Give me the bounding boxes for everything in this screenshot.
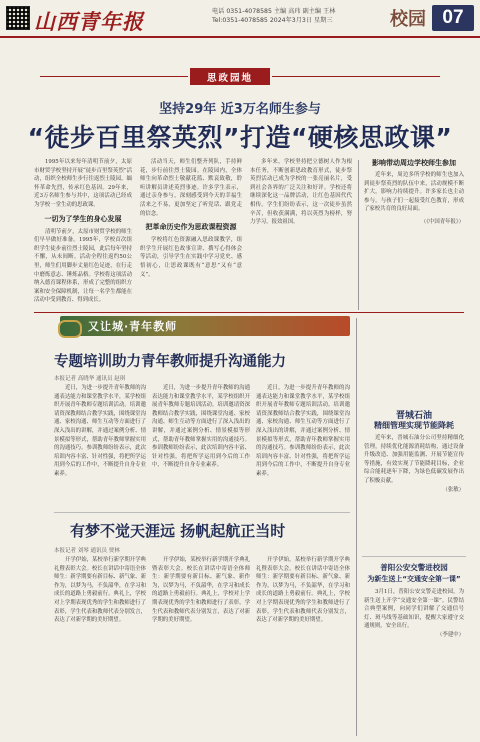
section-banner-title: 又让城·青年教师	[88, 320, 178, 333]
main-subhead-2: 把革命历史作为思政课程资源	[145, 223, 237, 232]
story3-text-3: 开学伊始，某校举行新学期开学典礼暨表彰大会。校长在讲话中寄语全体师生：新学期要有新目标、新气象、新作为，以梦为马，不负韶华，在学习和成长的道路上勇毅前行。典礼上，学校对上学期表现优秀的学生和教师进行了表彰，学生代表和教师代表分别发言，表达了对新学期的美好期望。	[256, 557, 350, 624]
side1-author: （张敏）	[442, 486, 464, 493]
header-info	[212, 7, 335, 25]
story3-text-1: 开学伊始，某校举行新学期开学典礼暨表彰大会。校长在讲话中寄语全体师生：新学期要有新目标、新气象、新作为，以梦为马，不负韶华，在学习和成长的道路上勇毅前行。典礼上，学校对上学期表现优秀的学生和教师进行了表彰，学生代表和教师代表分别发言，表达了对新学期的美好期望。	[54, 557, 146, 624]
section-divider	[34, 312, 464, 313]
main-kicker: 坚持29年 近3万名师生参与	[159, 102, 321, 117]
main-col4-para: 近年来，周边多所学校的师生也加入到徒步祭英烈的队伍中来，活动规模不断扩大，影响力持续提升。许多家长也主动参与，与孩子们一起接受红色教育，形成了家校共育的良好局面。	[364, 172, 464, 213]
masthead-logo: 山西青年报	[34, 9, 144, 34]
right-column-divider	[356, 318, 357, 736]
story2-text-1: 近日，为进一步提升青年教师的沟通表达能力和课堂教学水平，某学校组织开展青年教师专题培训活动。培训邀请资深教师结合教学实践，围绕课堂沟通、家校沟通、师生互动等方面进行了深入浅出的讲解，并通过案例分析、情景模拟等形式，帮助青年教师掌握实用的沟通技巧。参训教师纷纷表示，此次培训内容丰富、针对性强，将把所学运用到今后的工作中，不断提升自身专业素养。	[54, 385, 146, 477]
main-subhead-3: 影响带动周边学校师生参加	[372, 159, 456, 167]
story3-text-2: 开学伊始，某校举行新学期开学典礼暨表彰大会。校长在讲话中寄语全体师生：新学期要有新目标、新气象、新作为，以梦为马，不负韶华，在学习和成长的道路上勇毅前行。典礼上，学校对上学期表现优秀的学生和教师进行了表彰，学生代表和教师代表分别发言，表达了对新学期的美好期望。	[152, 557, 250, 624]
section-name: 校园	[390, 9, 426, 30]
story3-col-3	[256, 556, 350, 736]
side1-subtitle: 精细管理实现节能降耗	[374, 421, 454, 430]
banner-line-left	[40, 76, 188, 77]
main-col2-para: 活动当天，师生们整齐列队，手持鲜花，步行前往烈士陵园。在陵园内，全体师生向革命烈士敬献花篮、默哀致敬，聆听讲解员讲述英烈事迹。许多学生表示，通过亲身参与，深刻感受到今天的幸福生活来之不易，更加坚定了听党话、跟党走的信念。	[140, 159, 242, 217]
main-col-2	[140, 158, 242, 306]
story2-text-2: 近日，为进一步提升青年教师的沟通表达能力和课堂教学水平，某学校组织开展青年教师专题培训活动。培训邀请资深教师结合教学实践，围绕课堂沟通、家校沟通、师生互动等方面进行了深入浅出的讲解，并通过案例分析、情景模拟等形式，帮助青年教师掌握实用的沟通技巧。参训教师纷纷表示，此次培训内容丰富、针对性强，将把所学运用到今后的工作中，不断提升自身专业素养。	[152, 385, 250, 469]
main-col-4	[364, 158, 464, 308]
main-col3-para: 多年来，学校坚持把立德树人作为根本任务，不断创新思政教育形式，徒步祭英烈活动已成为学校的一张亮丽名片，受到社会各界的广泛关注和好评。学校还将继续深化这一品牌活动，让红色基因代代相传。学生们纷纷表示，这一次徒步虽然辛苦，但收获满满，将以英烈为榜样，努力学习，报效祖国。	[250, 159, 352, 226]
banner-line-right	[272, 76, 440, 77]
main-subhead-1: 一切为了学生的身心发展	[44, 214, 122, 223]
side2-author: （李建中）	[437, 631, 464, 638]
side2-title: 普阳公安交警进校园	[380, 563, 448, 572]
story2-byline: 本报记者 高晓华 通讯员 赵琪	[54, 376, 126, 382]
story-divider	[54, 512, 350, 513]
header-info-line2: Tel:0351-4078585 2024年3月3日 星期三	[212, 17, 333, 24]
side2-text: 3月1日，普阳公安交警走进校园，为新生送上开学“交通安全第一课”。民警结合典型案例，向同学们讲解了交通信号灯、斑马线等基础知识，提醒大家遵守交通规则，安全出行。	[364, 589, 464, 630]
column-divider	[358, 160, 359, 310]
side1-text: 近年来，晋城石油分公司坚持精细化管理，持续优化能源消耗结构，通过设备升级改造、加强用能监测、开展节能宣传等措施，有效实现了节能降耗目标，企业综合能耗逐年下降，为绿色低碳发展作出了积极贡献。	[364, 435, 464, 484]
side1-body	[364, 434, 464, 550]
side2-body	[364, 588, 464, 736]
header-info-line1: 电话 0351-4078585 主编 高玮 副主编 王林	[212, 8, 336, 15]
side2-subtitle: 为新生送上“交通安全第一课”	[367, 575, 461, 583]
main-col-3	[250, 158, 352, 306]
main-col2-para2: 学校将红色资源融入思政课教学，组织学生开展红色故事宣讲、撰写心得体会等活动，引导学生在实践中学习党史、感悟初心，让思政课既有“意思”又有“意义”。	[140, 237, 242, 278]
banner-ornament-icon	[58, 320, 82, 338]
story2-text-3: 近日，为进一步提升青年教师的沟通表达能力和课堂教学水平，某学校组织开展青年教师专题培训活动。培训邀请资深教师结合教学实践，围绕课堂沟通、家校沟通、师生互动等方面进行了深入浅出的讲解，并通过案例分析、情景模拟等形式，帮助青年教师掌握实用的沟通技巧。参训教师纷纷表示，此次培训内容丰富、针对性强，将把所学运用到今后的工作中，不断提升自身专业素养。	[256, 385, 350, 477]
story2-headline: 专题培训助力青年教师提升沟通能力	[54, 354, 286, 370]
story3-col-1	[54, 556, 146, 736]
story2-col-2	[152, 384, 250, 504]
story2-col-3	[256, 384, 350, 504]
section-banner-label: 思政园地	[190, 68, 270, 85]
qr-code-icon	[6, 6, 30, 30]
story2-col-1	[54, 384, 146, 504]
main-col1-para: 1995年以来每年清明节前夕，太原市财贸学校坚持开展“徒步百里祭英烈”活动，组织全校师生步行往返烈士陵园，缅怀革命先烈，传承红色基因。29年来，近3万名师生参与其中，这项活动已经成为学校一堂生动的思政课。	[34, 159, 132, 208]
header-rule	[0, 36, 480, 38]
story3-byline: 本报记者 刘琴 通讯员 贾林	[54, 548, 120, 554]
side-divider	[362, 556, 466, 557]
main-col-1	[34, 158, 132, 306]
story3-col-2	[152, 556, 250, 736]
main-source: （《中国青年报》）	[420, 218, 464, 225]
main-col1-para2: 清明节前夕，太原市财贸学校的师生们早早做好准备。1995年，学校首次组织学生徒步前往烈士陵园，此后每年坚持不懈，从未间断。活动全程往返约50公里，师生们用脚步丈量红色足迹，在行走中磨炼意志、锤炼品格。学校将这项活动纳入德育课程体系，形成了完整的组织方案和安全保障机制，让每一名学生都能在活动中受到教育、得到成长。	[34, 228, 132, 304]
story3-headline: 有梦不觉天涯远 扬帆起航正当时	[70, 522, 286, 540]
main-headline: “徒步百里祭英烈”打造“硬核思政课”	[27, 123, 453, 152]
page-number: 07	[432, 5, 474, 31]
side1-title: 晋城石油	[395, 411, 432, 421]
